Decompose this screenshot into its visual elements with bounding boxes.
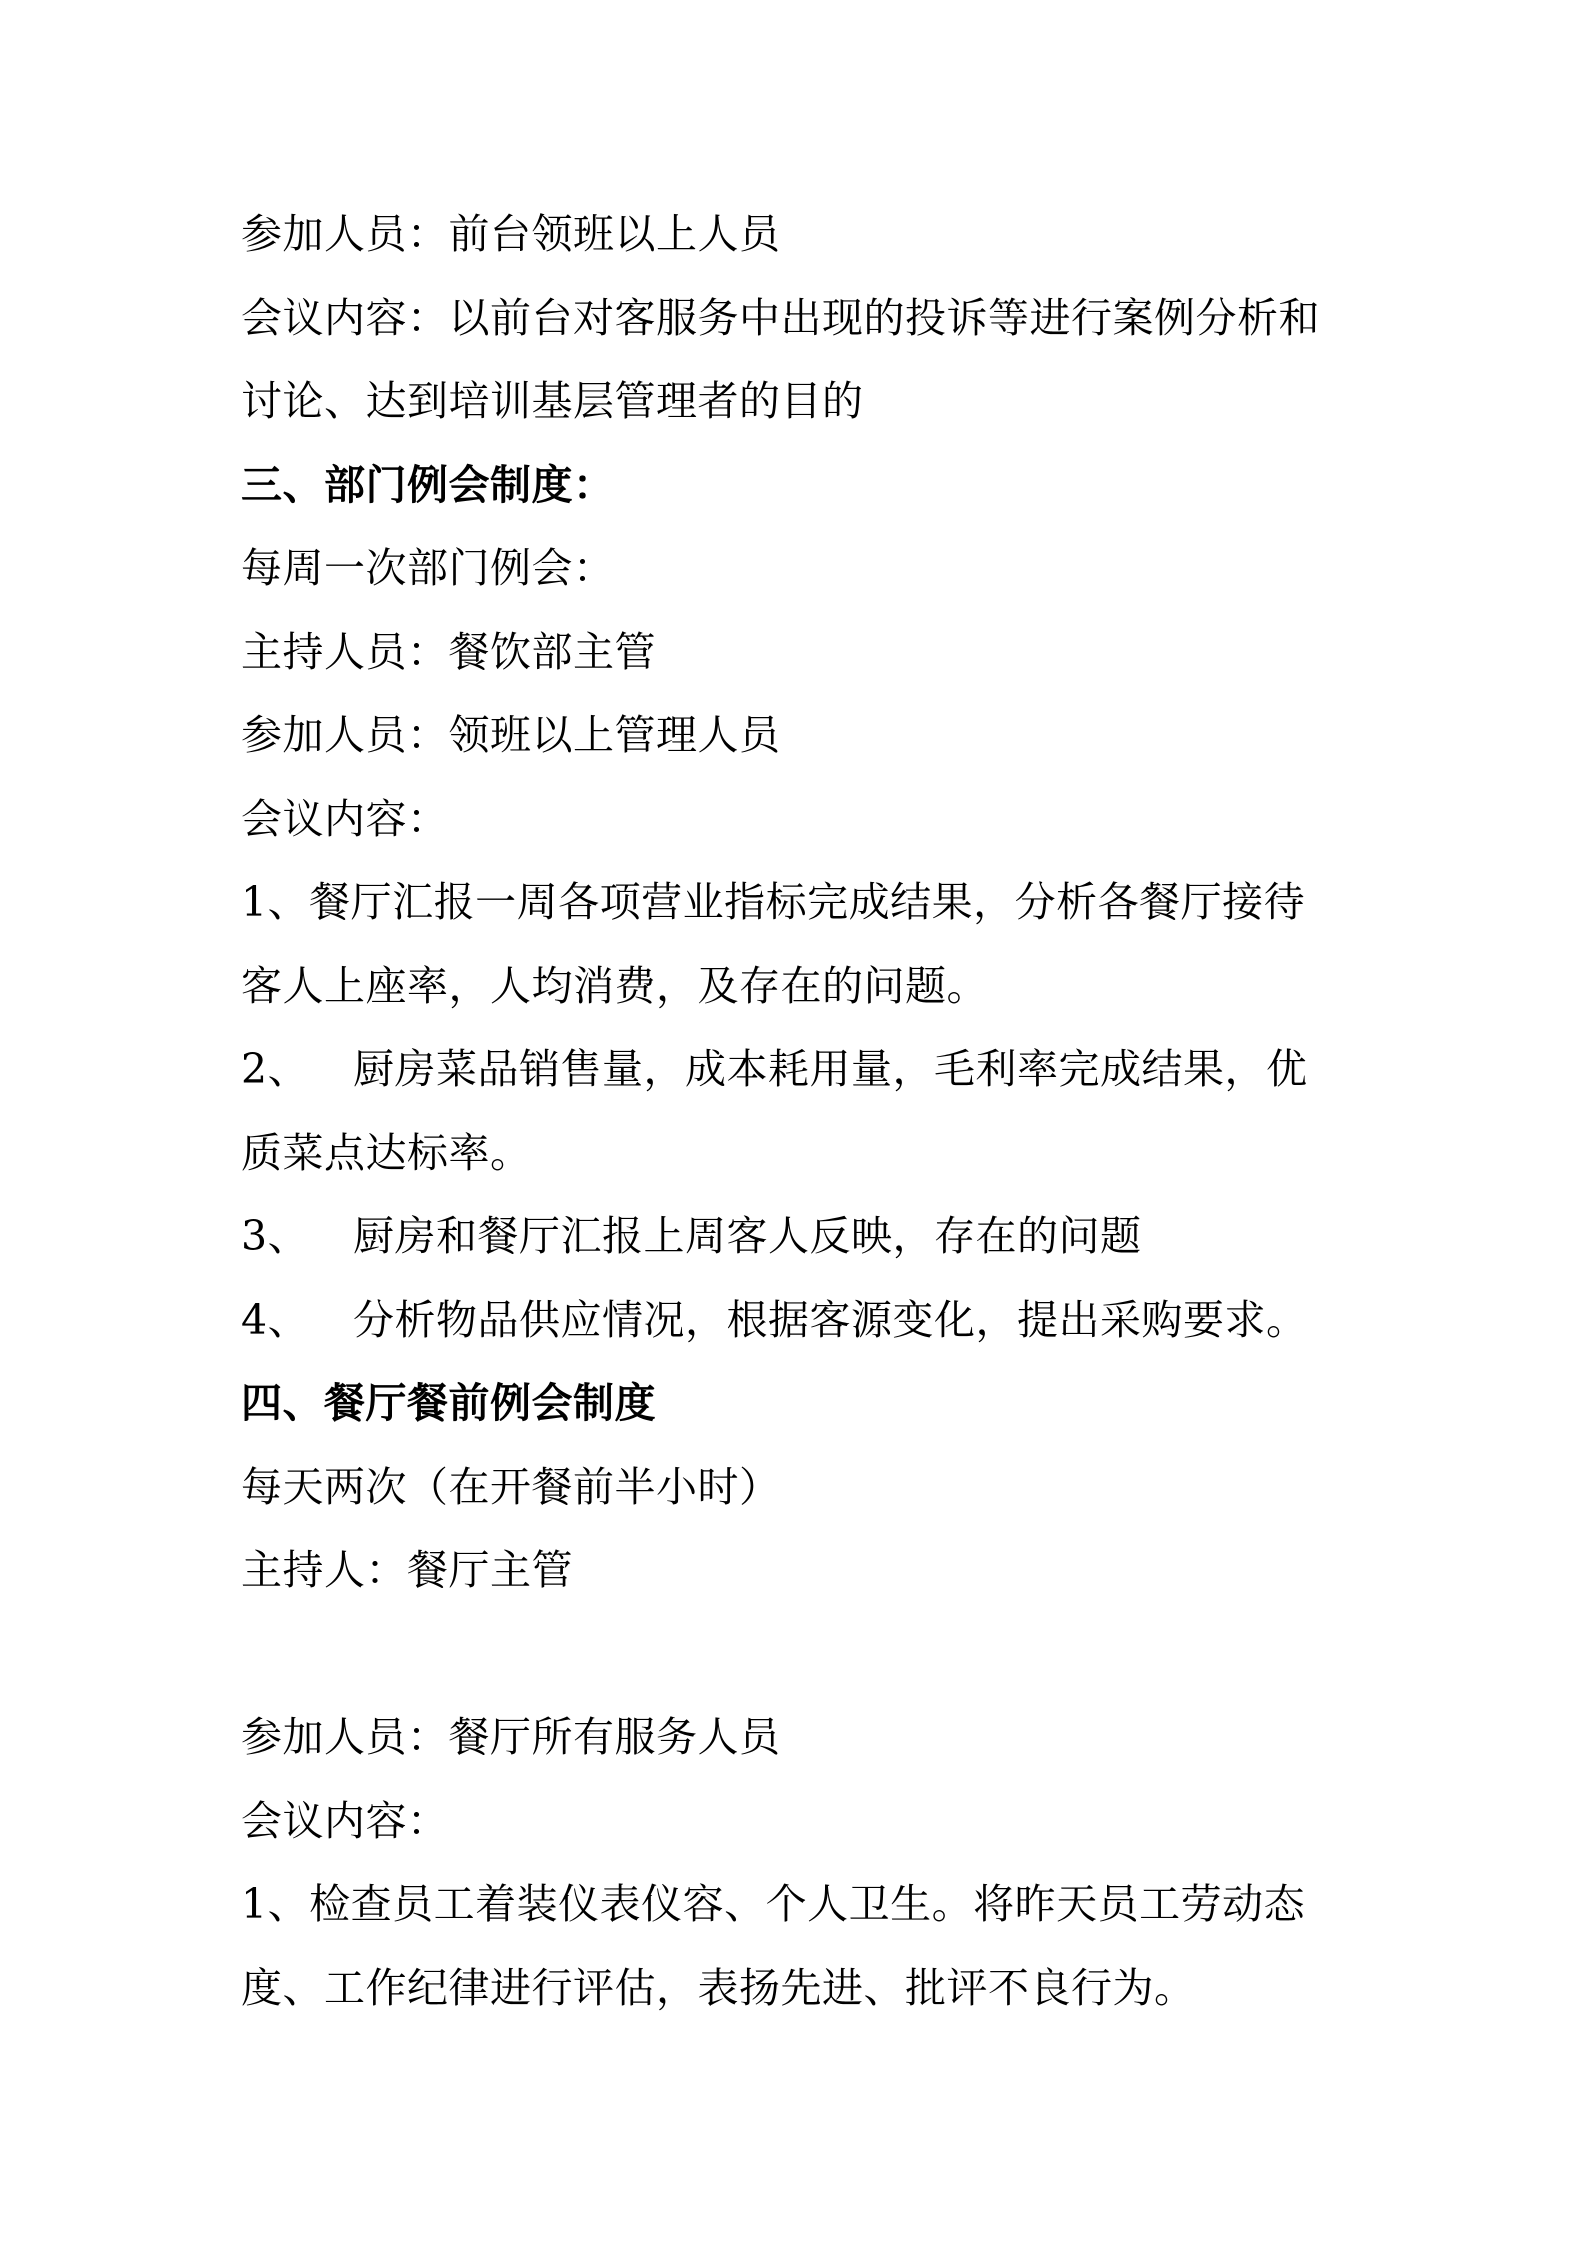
list-item-1-continuation: 度、工作纪律进行评估，表扬先进、批评不良行为。 xyxy=(241,1964,1196,2012)
host-line: 主持人员：餐饮部主管 xyxy=(241,628,656,676)
section-heading-pre-meal-meeting: 四、餐厅餐前例会制度 xyxy=(241,1379,656,1427)
participants-line: 参加人员：前台领班以上人员 xyxy=(241,210,781,258)
list-item-1: 1、检查员工着装仪表仪容、个人卫生。将昨天员工劳动态 xyxy=(241,1880,1306,1928)
section-heading-department-meeting: 三、部门例会制度： xyxy=(241,461,615,509)
meeting-content-line: 会议内容：以前台对客服务中出现的投诉等进行案例分析和 xyxy=(241,294,1320,342)
list-item-2: 2、 厨房菜品销售量，成本耗用量，毛利率完成结果，优 xyxy=(241,1045,1308,1093)
list-item-1: 1、餐厅汇报一周各项营业指标完成结果，分析各餐厅接待 xyxy=(241,878,1306,926)
participants-line: 参加人员：餐厅所有服务人员 xyxy=(241,1713,781,1761)
list-item-1-continuation: 客人上座率，人均消费，及存在的问题。 xyxy=(241,962,988,1010)
list-item-3: 3、 厨房和餐厅汇报上周客人反映，存在的问题 xyxy=(241,1212,1142,1260)
list-item-2-continuation: 质菜点达标率。 xyxy=(241,1129,532,1177)
meeting-content-label: 会议内容： xyxy=(241,795,449,843)
list-number: 3、 xyxy=(241,1212,310,1260)
participants-line: 参加人员：领班以上管理人员 xyxy=(241,711,781,759)
frequency-line: 每周一次部门例会： xyxy=(241,544,615,592)
list-number: 4、 xyxy=(241,1296,310,1344)
meeting-content-continuation: 讨论、达到培训基层管理者的目的 xyxy=(241,377,864,425)
list-number: 2、 xyxy=(241,1045,310,1093)
meeting-content-label: 会议内容： xyxy=(241,1797,449,1845)
host-line: 主持人：餐厅主管 xyxy=(241,1546,573,1594)
frequency-line: 每天两次（在开餐前半小时） xyxy=(241,1463,781,1511)
list-item-4: 4、 分析物品供应情况，根据客源变化，提出采购要求。 xyxy=(241,1296,1308,1344)
